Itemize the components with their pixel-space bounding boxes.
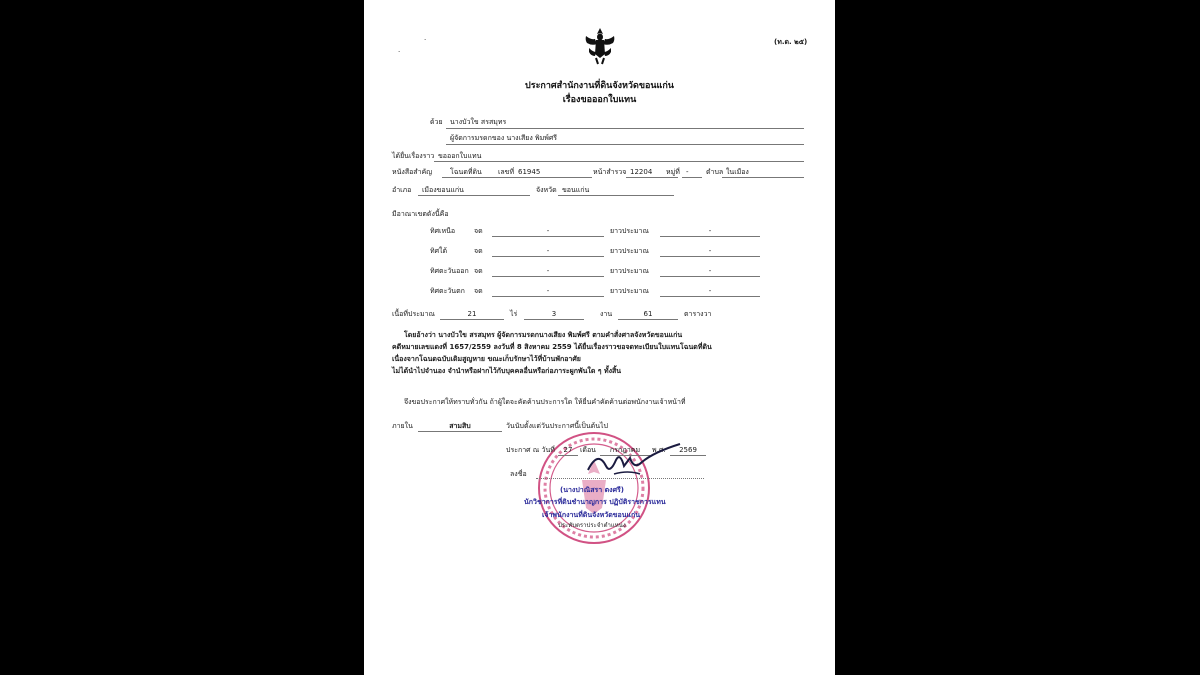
moo-label: หมู่ที่ <box>666 168 680 176</box>
page-subtitle: เรื่องขอออกใบแทน <box>562 95 637 105</box>
underline <box>418 431 502 432</box>
underline <box>442 177 592 178</box>
length-label: ยาวประมาณ <box>610 267 649 275</box>
to-label: จด <box>474 267 483 275</box>
sign-label: ลงชื่อ <box>510 470 527 478</box>
handwritten-signature-icon <box>584 440 684 480</box>
garuda-emblem-icon <box>583 26 617 66</box>
length-value: - <box>708 287 712 295</box>
direction-north: ทิศเหนือ <box>430 227 456 235</box>
amphoe-value: เมืองขอนแก่น <box>422 186 464 194</box>
ngan-label: งาน <box>600 310 613 318</box>
request-value: ขอออกใบแทน <box>438 152 482 160</box>
date-year: 2569 <box>679 446 697 454</box>
underline <box>660 276 760 277</box>
form-code: (ท.ด. ๒๕) <box>774 38 808 46</box>
signer-position: นักวิชาการที่ดินชำนาญการ ปฏิบัติราชการแทน <box>524 498 666 506</box>
underline <box>446 144 804 145</box>
seal-note: ประทับตราประจำตำแหน่ง <box>558 522 626 529</box>
underline <box>626 177 678 178</box>
boundary-heading: มีอาณาเขตดังนี้คือ <box>392 210 449 218</box>
body-line: คดีหมายเลขแดงที่ 1657/2559 ลงวันที่ 8 สิงหาคม 2559 ได้ยื่นเรื่องราวขอจดทะเบียนใบแทนโฉนดที่ดิน <box>392 343 712 351</box>
direction-west: ทิศตะวันตก <box>430 287 465 295</box>
survey-no: 12204 <box>630 168 653 176</box>
survey-label: หน้าสำรวจ <box>593 168 627 176</box>
signer-name: (นางปาณิสรา ตงศรี) <box>560 486 624 494</box>
underline <box>418 195 530 196</box>
underline <box>682 177 702 178</box>
to-value: - <box>546 267 550 275</box>
underline <box>660 256 760 257</box>
length-value: - <box>708 227 712 235</box>
underline <box>660 296 760 297</box>
underline <box>618 319 678 320</box>
notice-text: จึงขอประกาศให้ทราบทั่วกัน ถ้าผู้ใดจะคัดค้านประการใด ให้ยื่นคำคัดค้านต่อพนักงานเจ้าหน้าที่ <box>404 398 686 406</box>
deed-no-label: เลขที่ <box>498 168 515 176</box>
area-rai: 21 <box>467 310 477 318</box>
year-label: พ.ศ. <box>652 446 666 454</box>
request-label: ได้ยื่นเรื่องราว <box>392 152 435 160</box>
underline <box>492 236 604 237</box>
period-suffix: วันนับตั้งแต่วันประกาศนี้เป็นต้นไป <box>506 422 608 430</box>
deed-no: 61945 <box>518 168 541 176</box>
date-day: 27 <box>563 446 573 454</box>
to-label: จด <box>474 247 483 255</box>
underline <box>492 296 604 297</box>
moo-value: - <box>686 168 689 176</box>
length-label: ยาวประมาณ <box>610 287 649 295</box>
applicant-role: ผู้จัดการมรดกของ นางเสียง พิมพ์ศรี <box>450 134 558 142</box>
applicant-label: ด้วย <box>430 118 443 126</box>
month-label: เดือน <box>580 446 596 454</box>
to-label: จด <box>474 287 483 295</box>
length-label: ยาวประมาณ <box>610 227 649 235</box>
date-month: กรกฎาคม <box>609 446 641 454</box>
tambon-value: ในเมือง <box>726 168 749 176</box>
area-ngan: 3 <box>551 310 557 318</box>
direction-east: ทิศตะวันออก <box>430 267 469 275</box>
underline <box>440 319 504 320</box>
direction-south: ทิศใต้ <box>430 247 448 255</box>
period-label: ภายใน <box>392 422 413 430</box>
length-value: - <box>708 247 712 255</box>
province-label: จังหวัด <box>536 186 557 194</box>
underline <box>524 319 584 320</box>
to-value: - <box>546 247 550 255</box>
dot-mark: . <box>424 34 427 42</box>
body-line: ไม่ได้นำไปจำนอง จำนำหรือฝากไว้กับบุคคลอื่นหรือก่อภาระผูกพันใด ๆ ทั้งสิ้น <box>392 367 622 375</box>
area-wa: 61 <box>643 310 653 318</box>
length-label: ยาวประมาณ <box>610 247 649 255</box>
underline <box>722 177 804 178</box>
to-value: - <box>546 227 550 235</box>
length-value: - <box>708 267 712 275</box>
deed-label: หนังสือสำคัญ <box>392 168 433 176</box>
underline <box>446 128 804 129</box>
underline <box>660 236 760 237</box>
underline <box>492 256 604 257</box>
dot-mark: . <box>398 46 401 54</box>
period-value: สามสิบ <box>449 422 471 430</box>
body-line: เนื่องจากโฉนดฉบับเดิมสูญหาย ขณะเก็บรักษาไว้ที่บ้านพักอาศัย <box>392 355 581 363</box>
underline <box>536 478 704 479</box>
underline <box>492 276 604 277</box>
amphoe-label: อำเภอ <box>392 186 412 194</box>
underline <box>558 455 578 456</box>
body-line: โดยอ้างว่า นางบัวใข สรสมุทร ผู้จัดการมรดกนางเสียง พิมพ์ศรี ตามคำสั่งศาลจังหวัดขอนแก่น <box>404 331 683 339</box>
tambon-label: ตำบล <box>706 168 724 176</box>
province-value: ขอนแก่น <box>562 186 590 194</box>
signer-office: เจ้าพนักงานที่ดินจังหวัดขอนแก่น <box>542 511 641 519</box>
date-label: ประกาศ ณ วันที่ <box>506 446 555 454</box>
deed-type: โฉนดที่ดิน <box>450 168 482 176</box>
area-label: เนื้อที่ประมาณ <box>392 310 435 318</box>
underline <box>558 195 674 196</box>
to-value: - <box>546 287 550 295</box>
to-label: จด <box>474 227 483 235</box>
applicant-name: นางบัวใข สรสมุทร <box>450 118 507 126</box>
rai-label: ไร่ <box>510 310 518 318</box>
page-title: ประกาศสำนักงานที่ดินจังหวัดขอนแก่น <box>525 81 674 91</box>
underline <box>434 161 804 162</box>
document-page <box>364 0 835 675</box>
wa-label: ตารางวา <box>684 310 712 318</box>
